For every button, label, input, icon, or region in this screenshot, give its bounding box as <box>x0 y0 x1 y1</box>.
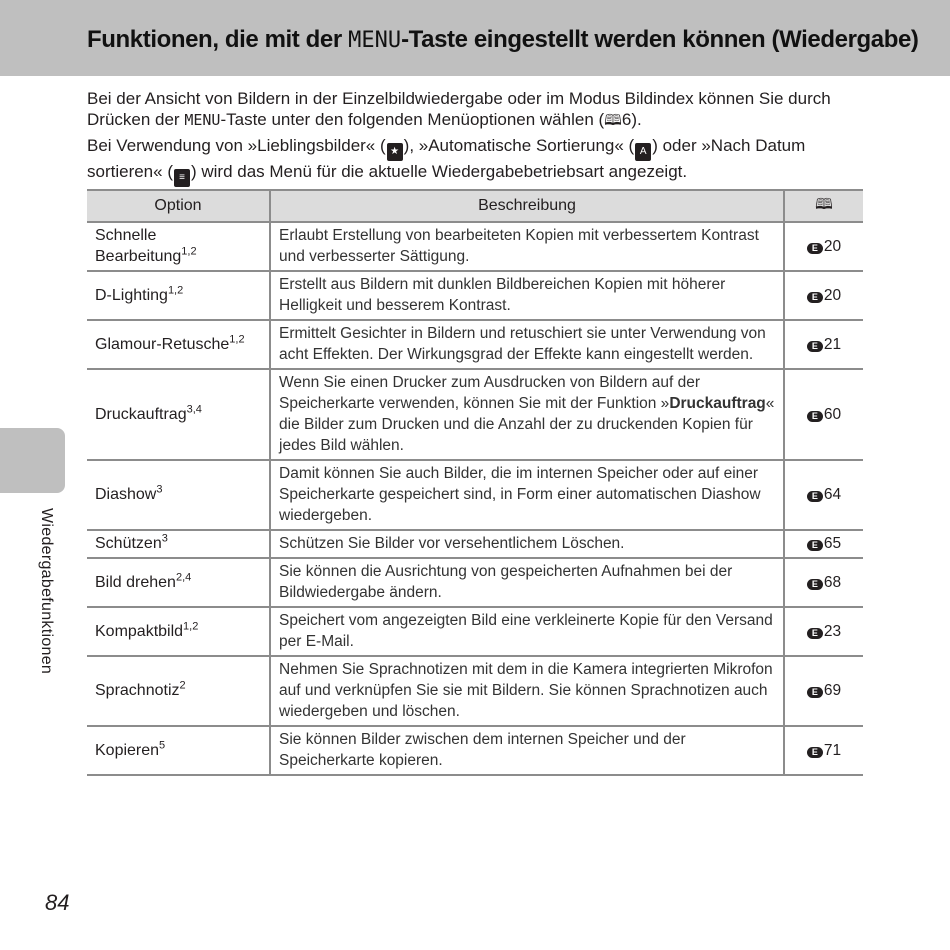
table-row <box>87 369 863 460</box>
option-description: Sie können die Ausrichtung von gespeicherten Aufnahmen bei der Bildwiedergabe ändern. <box>270 558 784 607</box>
column-header-option: Option <box>87 190 270 222</box>
option-description: Ermittelt Gesichter in Bildern und retuschiert sie unter Verwendung von acht Effekten. Der Wirkungsgrad der Effekte kann eingestellt werden. <box>270 320 784 369</box>
reference-section-icon: E <box>807 491 823 502</box>
reference-link[interactable]: E 60 <box>784 369 863 460</box>
reference-section-icon: E <box>807 687 823 698</box>
page-number: 84 <box>45 890 70 915</box>
option-name: Schnelle Bearbeitung$^{1,2}$ <box>87 222 270 271</box>
option-description: Speichert vom angezeigten Bild eine verkleinerte Kopie für den Versand per E-Mail. <box>270 607 784 656</box>
reference-section-icon: E <box>807 628 823 639</box>
reference-section-icon: E <box>807 243 823 254</box>
option-description: Sie können Bilder zwischen dem internen Speicher und der Speicherkarte kopieren. <box>270 726 784 775</box>
option-description: Nehmen Sie Sprachnotizen mit dem in die Kamera integrierten Mikrofon auf und verknüpfen Sie sie mit Bildern. Sie können Sprachnotizen auch wiedergeben und löschen. <box>270 656 784 726</box>
option-name: Kompaktbild$^{1,2}$ <box>87 607 270 656</box>
reference-section-icon: E <box>807 411 823 422</box>
option-name: D-Lighting$^{1,2}$ <box>87 271 270 320</box>
reference-link[interactable]: E 65 <box>784 530 863 558</box>
reference-link[interactable]: E 23 <box>784 607 863 656</box>
list-by-date-icon: ≡ <box>174 169 190 187</box>
option-name: Sprachnotiz$^2$ <box>87 656 270 726</box>
reference-link[interactable]: E 69 <box>784 656 863 726</box>
reference-link[interactable]: E 20 <box>784 271 863 320</box>
menu-button-glyph: MENU <box>348 28 402 53</box>
table-row <box>87 271 863 320</box>
menu-options-table <box>87 189 863 776</box>
book-icon: 🕮 <box>815 195 833 213</box>
menu-key-glyph: MENU <box>184 111 221 129</box>
column-header-reference <box>784 190 863 222</box>
option-name: Druckauftrag$^{3,4}$ <box>87 369 270 460</box>
table-header-row <box>87 190 863 222</box>
option-description: Schützen Sie Bilder vor versehentlichem Löschen. <box>270 530 784 558</box>
reference-link[interactable]: E 21 <box>784 320 863 369</box>
option-description: Damit können Sie auch Bilder, die im internen Speicher oder auf einer Speicherkarte gespeichert sind, in Form einer automatischen Diashow wiedergeben. <box>270 460 784 530</box>
table-row <box>87 726 863 775</box>
reference-section-icon: E <box>807 747 823 758</box>
intro-paragraph-2: Bei Verwendung von »Lieblingsbilder« ( ★ ), »Automatische Sortierung« ( A ) oder »Nach Datum sortieren« ( ≡ ) wird das Menü für die aktuelle Wiedergabebetriebsart angezeigt. <box>87 135 877 187</box>
table-row <box>87 222 863 271</box>
reference-section-icon: E <box>807 579 823 590</box>
option-description: Wenn Sie einen Drucker zum Ausdrucken von Bildern auf der Speicherkarte verwenden, können Sie mit der Funktion »Druckauftrag« die Bilder zum Drucken und die Anzahl der zu druckenden Kopien für jedes Bild wählen. <box>270 369 784 460</box>
reference-link[interactable]: E 20 <box>784 222 863 271</box>
table-row <box>87 558 863 607</box>
section-tab <box>0 428 65 493</box>
reference-section-icon: E <box>807 292 823 303</box>
auto-sort-icon: A <box>635 143 651 161</box>
option-description: Erlaubt Erstellung von bearbeiteten Kopien mit verbessertem Kontrast und verbesserter Sättigung. <box>270 222 784 271</box>
table-row <box>87 460 863 530</box>
page-title: Funktionen, die mit der MENU-Taste eingestellt werden können (Wiedergabe) <box>87 26 919 53</box>
favorite-pictures-icon: ★ <box>387 143 403 161</box>
option-name: Kopieren$^5$ <box>87 726 270 775</box>
reference-link[interactable]: E 64 <box>784 460 863 530</box>
table-row <box>87 607 863 656</box>
column-header-description: Beschreibung <box>270 190 784 222</box>
table-row <box>87 320 863 369</box>
reference-section-icon: E <box>807 341 823 352</box>
section-side-label: Wiedergabefunktionen <box>38 508 55 675</box>
reference-section-icon: E <box>807 540 823 551</box>
option-name: Diashow$^3$ <box>87 460 270 530</box>
book-icon: 🕮 <box>604 112 622 129</box>
intro-text <box>87 88 877 191</box>
option-name: Schützen$^3$ <box>87 530 270 558</box>
option-description: Erstellt aus Bildern mit dunklen Bildbereichen Kopien mit höherer Helligkeit und besserem Kontrast. <box>270 271 784 320</box>
reference-link[interactable]: E 71 <box>784 726 863 775</box>
option-name: Glamour-Retusche$^{1,2}$ <box>87 320 270 369</box>
table-row <box>87 530 863 558</box>
page-header <box>0 0 950 76</box>
table-row <box>87 656 863 726</box>
option-name: Bild drehen$^{2,4}$ <box>87 558 270 607</box>
reference-link[interactable]: E 68 <box>784 558 863 607</box>
intro-paragraph-1: Bei der Ansicht von Bildern in der Einzelbildwiedergabe oder im Modus Bildindex können Sie durch Drücken der MENU-Taste unter den folgenden Menüoptionen wählen (🕮6). <box>87 89 831 129</box>
